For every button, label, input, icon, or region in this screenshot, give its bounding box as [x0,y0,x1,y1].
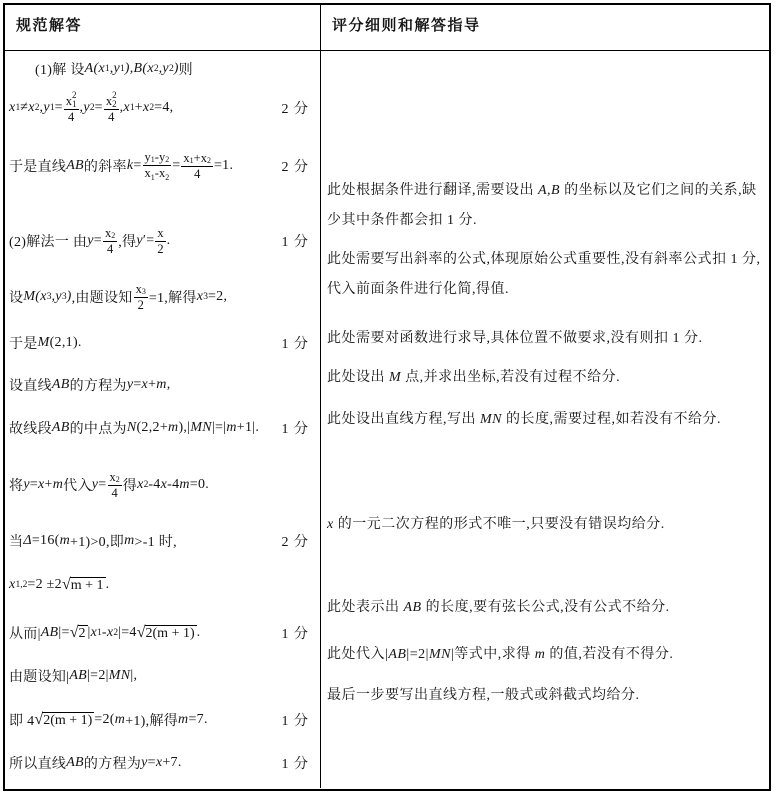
rubric-note: 最后一步要写出直线方程,一般式或斜截式均给分. [327,688,640,703]
rubric-note: 此处代入|AB|=2|MN|等式中,求得 m 的值,若没有不得分. [327,647,674,662]
solution-line [5,223,320,259]
rubric-note: x 的一元二次方程的形式不唯一,只要没有错误均给分. [327,517,665,532]
rubric-note: 此处设出直线方程,写出 MN 的长度,需要过程,如若没有不给分. [327,412,721,427]
rubric-note: 此处设出 M 点,并求出坐标,若没有过程不给分. [327,370,621,385]
solution-line-text: 设直线 AB 的方程为 y = x + m , [9,377,171,394]
solution-line [5,148,320,184]
solution-line [5,467,320,503]
solution-line [5,523,320,559]
solution-line-text: (1)解 设 A(x 1 ,y 1 ),B(x 2 ,y 2 ) 则 [35,61,193,78]
solution-line [5,325,320,361]
solution-line-text: 于是直线 AB 的斜率 k = y 1 -y 2 $x_1-x_2$ = x 1 +x 2 4 =1. [9,149,234,182]
rubric-note: 此处需要写出斜率的公式,体现原始公式重要性,没有斜率公式扣 1 分,代入前面条件进行化简,得值. [327,252,761,297]
solution-column-cell [5,51,321,788]
solution-line-text: 当 Δ =16( m +1)>0,即 m >-1 时, [9,533,177,550]
table-body-row [5,51,769,788]
rubric-note: 此处根据条件进行翻译,需要设出 A,B 的坐标以及它们之间的关系,缺少其中条件都会扣 1 分. [327,183,757,228]
column-header-standard-solution: 规范解答 [5,5,321,50]
solution-line [5,745,320,781]
solution-line [5,567,320,603]
solution-line-text: 从而| AB |= √ 2 | x 1 - x 2 |=4 √ 2(m + 1) . [9,623,201,642]
solution-line [5,615,320,651]
solution-line [5,51,320,87]
score-badge: 2 分 [281,535,309,550]
score-badge: 2 分 [281,160,309,175]
solution-line-text: 由题设知| AB |=2| MN |, [9,668,138,685]
solution-line [5,367,320,403]
solution-line-text: x 1,2 =2 ±2 √ m + 1 . [9,575,110,593]
solution-line-text: x 1 ≠ x 2 , y 1 = x 2 1 4 , y 2 = x 2 2 4 , x 1 + x 2 =4, [9,90,174,124]
solution-line [5,702,320,738]
solution-line-text: 即 4 √ 2(m + 1) =2( m +1),解得 m =7. [9,710,208,729]
grading-table [3,3,771,791]
solution-line-text: 设 M(x 3 ,y 3 ) ,由题设知 x 3 2 =1,解得 x 3 =2, [9,281,228,312]
column-header-scoring-rubric: 评分细则和解答指导 [332,17,481,34]
score-badge: 1 分 [281,627,309,642]
score-badge: 1 分 [281,337,309,352]
solution-line-text: 于是 M (2,1). [9,335,82,352]
score-badge: 1 分 [281,714,309,729]
rubric-column-cell [321,51,769,788]
score-badge: 1 分 [281,235,309,250]
rubric-note: 此处需要对函数进行求导,具体位置不做要求,没有则扣 1 分. [327,331,703,346]
solution-line [5,410,320,446]
score-badge: 1 分 [281,422,309,437]
score-badge: 1 分 [281,757,309,772]
rubric-note: 此处表示出 AB 的长度,要有弦长公式,没有公式不给分. [327,600,670,615]
solution-line-text: 所以直线 AB 的方程为 y = x +7. [9,755,182,772]
score-badge: 2 分 [281,102,309,117]
solution-line [5,90,320,126]
solution-line [5,658,320,694]
table-header-row [5,5,769,51]
solution-line [5,279,320,315]
solution-line-text: 故线段 AB 的中点为 N (2,2+ m ),| MN |=| m +1|. [9,420,260,437]
solution-line-text: (2)解法一 由 y = x 2 4 ,得 y ′= $\frac{x}{2}$ . [9,225,171,256]
solution-line-text: 将 y = x + m 代入 y = x 2 4 得 x 2 -4 x -4 m =0. [9,469,210,500]
